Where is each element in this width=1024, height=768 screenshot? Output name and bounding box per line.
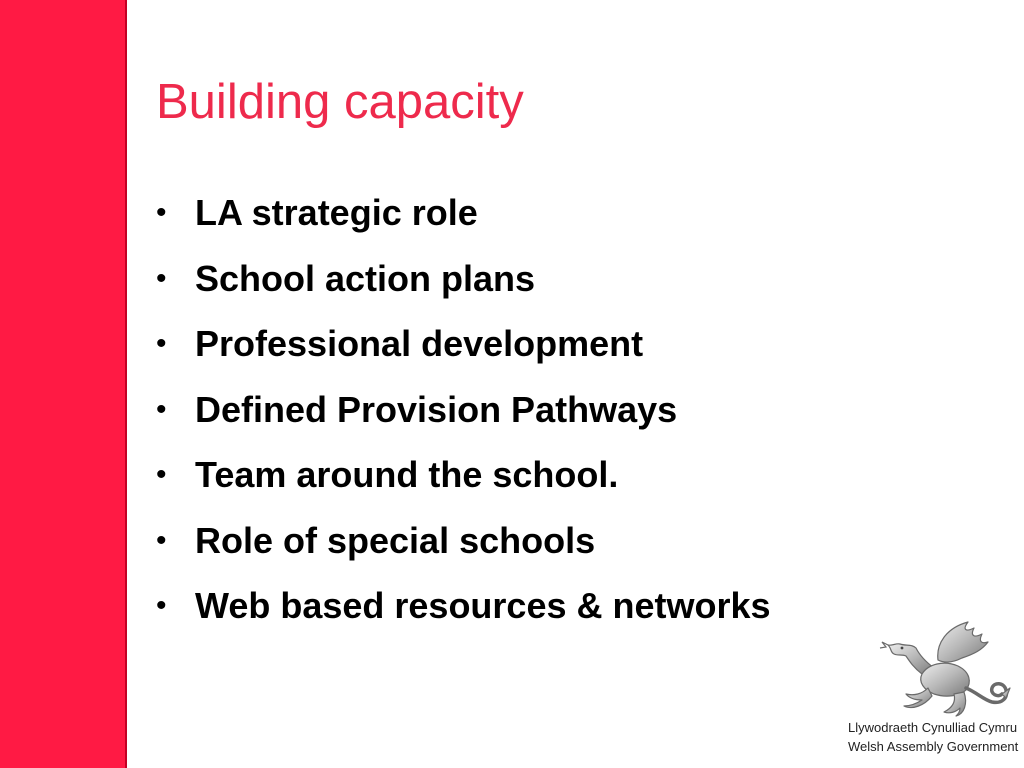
bullet-item [156,573,771,639]
bullet-text: Role of special schools [195,519,596,561]
bullet-dot: • [156,458,167,491]
bullet-text: Professional development [195,323,644,364]
bullet-dot: • [156,261,167,295]
bullet-item [156,311,771,377]
welsh-assembly-logo [836,618,1019,763]
bullet-dot: • [156,392,167,426]
bullet-item [156,180,771,246]
bullet-text: Web based resources & networks [195,585,771,626]
bullet-text: School action plans [195,257,536,299]
bullet-item [156,377,771,443]
slide-title: Building capacity [156,75,524,129]
bullet-dot: • [156,589,167,622]
bullet-text: LA strategic role [195,192,478,233]
logo-text-welsh: Llywodraeth Cynulliad Cymru [848,720,1018,735]
bullet-dot: • [156,523,167,557]
bullet-text: Team around the school. [195,454,619,495]
bullet-list [156,180,771,639]
welsh-dragon-icon [876,618,1016,718]
bullet-dot: • [156,196,167,229]
bullet-item [156,246,771,312]
bullet-item [156,508,771,574]
bullet-item [156,442,771,508]
red-side-bar [0,0,127,768]
bullet-dot: • [156,327,167,360]
logo-text-english: Welsh Assembly Government [848,739,1019,754]
bullet-text: Defined Provision Pathways [195,388,678,430]
